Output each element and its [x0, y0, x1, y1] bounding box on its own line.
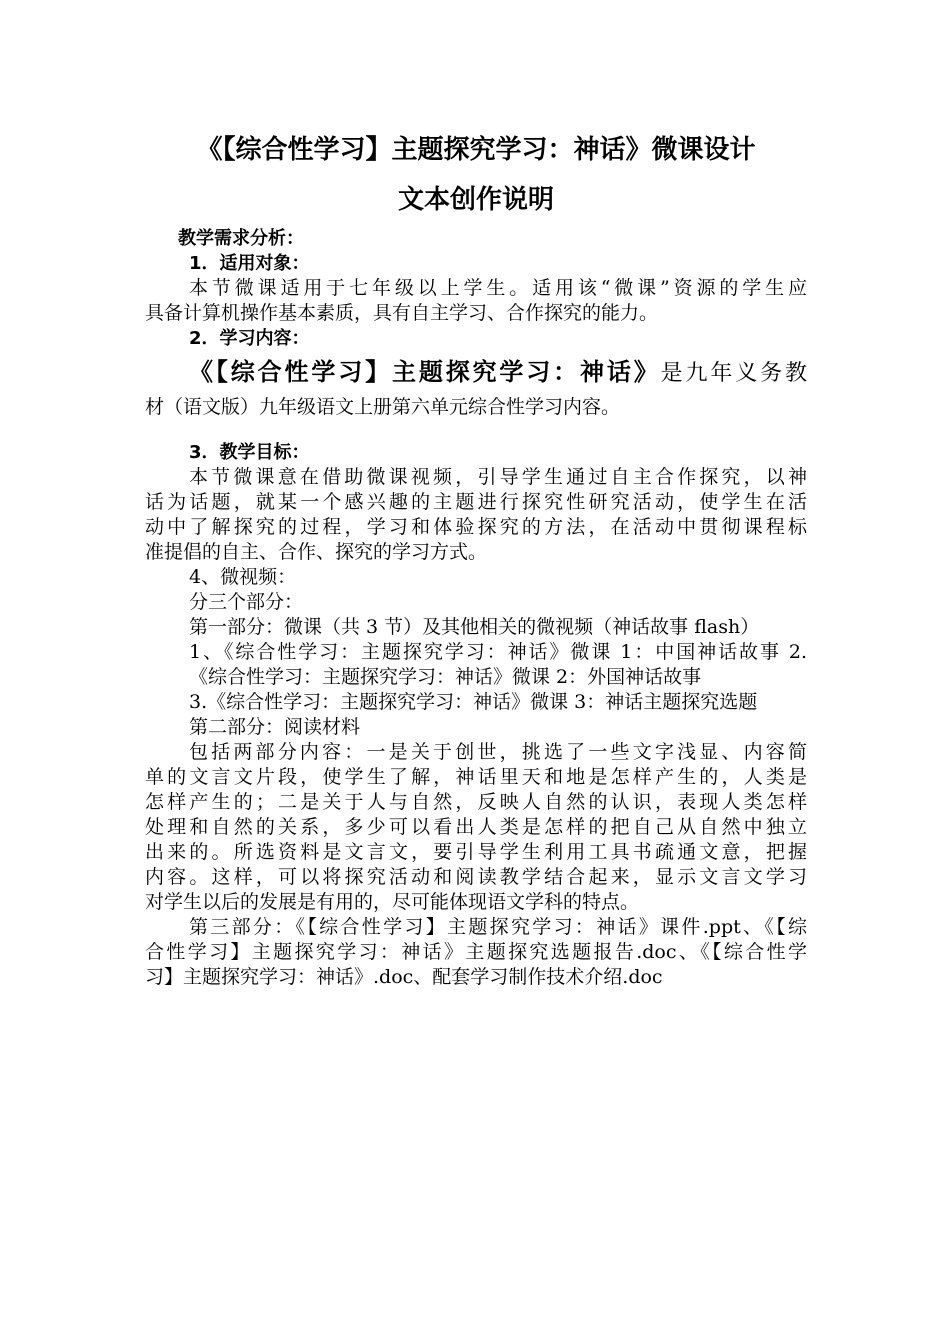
paragraph-line: 处理和自然的关系，多少可以看出人类是怎样的把自己从自然中独立 [145, 816, 807, 838]
paragraph-line: 对学生以后的发展是有用的，尽可能体现语文学科的特点。 [145, 891, 640, 913]
heading-analysis: 教学需求分析： [178, 228, 304, 249]
part-three-line: 习】主题探究学习：神话》.doc、配套学习制作技术介绍.doc [145, 966, 663, 988]
document-title: 《【综合性学习】主题探究学习：神话》微课设计 [196, 135, 756, 165]
paragraph-line: 出来的。所选资料是文言文，要引导学生利用工具书疏通文意，把握 [145, 841, 807, 863]
paragraph-line: 话为话题，就某一个感兴趣的主题进行探究性研究活动，使学生在活 [145, 491, 807, 513]
parts-intro: 分三个部分： [189, 591, 304, 613]
heading-learning-content: 2．学习内容： [189, 328, 310, 349]
part-one-item: 《综合性学习：主题探究学习：神话》微课 2：外国神话故事 [189, 666, 702, 688]
paragraph-line: 准提倡的自主、合作、探究的学习方式。 [145, 541, 488, 563]
document-body [145, 226, 807, 990]
part-one-title: 第一部分：微课（共 3 节）及其他相关的微视频（神话故事 flash） [189, 616, 760, 638]
heading-teaching-goals: 3．教学目标： [189, 442, 310, 463]
part-two-title: 第二部分：阅读材料 [189, 716, 361, 738]
paragraph-line: 本节微课适用于七年级以上学生。适用该“微课”资源的学生应 [189, 277, 807, 299]
learning-content-line [145, 355, 807, 389]
paragraph-line: 内容。这样，可以将探究活动和阅读教学结合起来，显示文言文学习 [145, 866, 807, 888]
part-three-line: 合性学习】主题探究学习：神话》主题探究选题报告.doc、《【综合性学 [145, 941, 807, 963]
part-three-line: 第三部分：《【综合性学习】主题探究学习：神话》课件.ppt、《【综 [189, 916, 807, 938]
paragraph-line: 怎样产生的；二是关于人与自然，反映人自然的认识，表现人类怎样 [145, 791, 807, 813]
paragraph-line: 动中了解探究的过程，学习和体验探究的方法，在活动中贯彻课程标 [145, 516, 807, 538]
paragraph-line: 包括两部分内容：一是关于创世，挑选了一些文字浅显、内容简 [189, 741, 807, 763]
part-one-item: 3.《综合性学习：主题探究学习：神话》微课 3：神话主题探究选题 [189, 691, 758, 713]
paragraph-line: 具备计算机操作基本素质，具有自主学习、合作探究的能力。 [145, 302, 659, 324]
heading-micro-video: 4、微视频： [189, 566, 297, 588]
paragraph-line: 单的文言文片段，使学生了解，神话里天和地是怎样产生的，人类是 [145, 766, 807, 788]
document-subtitle: 文本创作说明 [397, 185, 554, 215]
course-title-bold: 《【综合性学习】主题探究学习：神话》 [189, 358, 661, 386]
learning-content-text: 是九年义务教 [660, 361, 807, 386]
heading-target-audience: 1．适用对象： [189, 253, 310, 274]
paragraph-line: 本节微课意在借助微课视频，引导学生通过自主合作探究，以神 [189, 466, 807, 488]
paragraph-line: 材（语文版）九年级语文上册第六单元综合性学习内容。 [145, 396, 621, 418]
part-one-item: 1、《综合性学习：主题探究学习：神话》微课 1：中国神话故事 2. [189, 641, 807, 663]
